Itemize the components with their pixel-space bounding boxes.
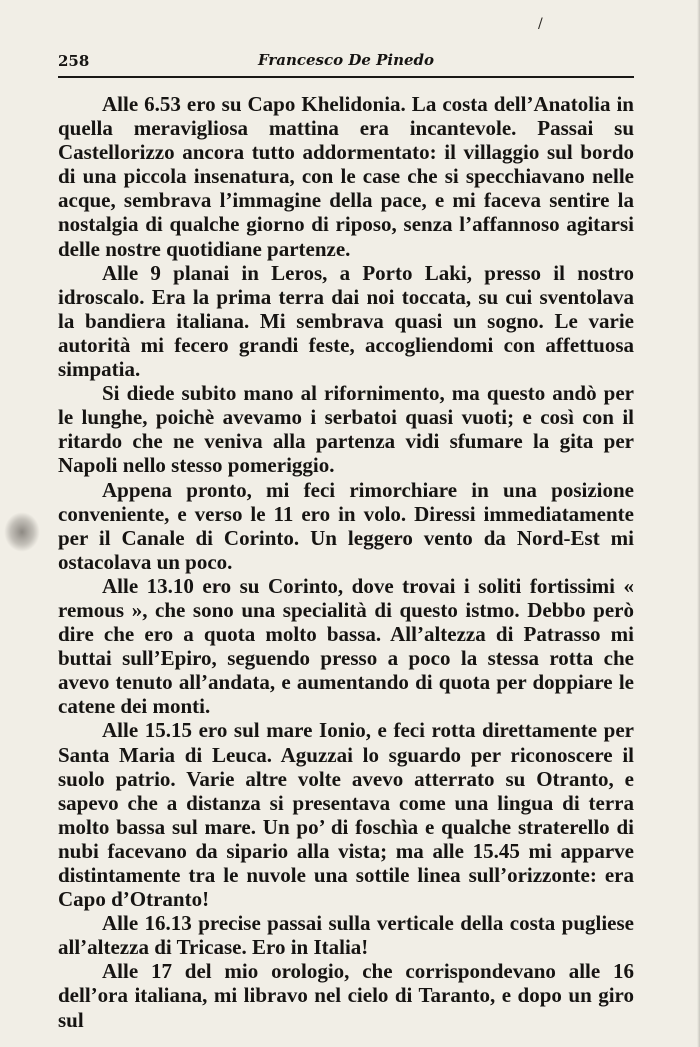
header-rule [58, 76, 634, 78]
paragraph: Alle 17 del mio orologio, che corrispondevano alle 16 dell’ora italiana, mi libravo nel cielo di Taranto, e dopo un giro sul [58, 959, 634, 1032]
paragraph: Alle 13.10 ero su Corinto, dove trovai i soliti fortissimi « remous », che sono una specialità di questo istmo. Debbo però dire che ero a quota molto bassa. All’altezza di Patrasso mi buttai sull’Epiro, seguendo presso a poco la stessa rotta che avevo tenuto all’andata, e aumentando di quota per doppiare le catene dei monti. [58, 573, 634, 719]
body-text [58, 92, 634, 1032]
page-header [58, 50, 634, 76]
paragraph: Appena pronto, mi feci rimorchiare in una posizione conveniente, e verso le 11 ero in volo. Diressi immediatamente per il Canale di Corinto. Un leggero vento da Nord-Est mi ostacolava un poco. [58, 477, 634, 574]
paragraph: Si diede subito mano al rifornimento, ma questo andò per le lunghe, poichè avevamo i serbatoi quasi vuoti; e così con il ritardo che ne veniva alla partenza vidi sfumare la gita per Napoli nello stesso pomeriggio. [58, 381, 634, 478]
paragraph: Alle 9 planai in Leros, a Porto Laki, presso il nostro idroscalo. Era la prima terra dai noi toccata, su cui sventolava la bandiera italiana. Mi sembrava quasi un sogno. Le varie autorità mi fecero grandi feste, accogliendomi con affettuosa simpatia. [58, 260, 634, 382]
running-head: Francesco De Pinedo [257, 51, 435, 69]
paragraph: Alle 16.13 precise passai sulla verticale della costa pugliese all’altezza di Tricase. Ero in Italia! [58, 911, 634, 960]
ink-mark: / [538, 16, 543, 32]
paragraph: Alle 6.53 ero su Capo Khelidonia. La costa dell’Anatolia in quella meravigliosa mattina era incantevole. Passai su Castellorizzo ancora tutto addormentato: il villaggio sul bordo di una piccola insenatura, con le case che si specchiavano nelle acque, sembrava l’immagine della pace, e mi faceva sentire la nostalgia di qualche giorno di riposo, senza l’affannoso agitarsi delle nostre quotidiane partenze. [58, 92, 634, 261]
paragraph: Alle 15.15 ero sul mare Ionio, e feci rotta direttamente per Santa Maria di Leuca. Aguzzai lo sguardo per riconoscere il suolo patrio. Varie altre volte avevo atterrato su Otranto, e sapevo che a distanza si presentava come una lingua di terra molto bassa sul mare. Un po’ di foschìa e qualche straterello di nubi facevano da sipario alla vista; ma alle 15.45 mi apparve distintamente tra le nuvole una sottile linea sull’orizzonte: era Capo d’Otranto! [58, 718, 634, 912]
page-number: 258 [58, 52, 90, 70]
margin-smudge [4, 512, 40, 552]
